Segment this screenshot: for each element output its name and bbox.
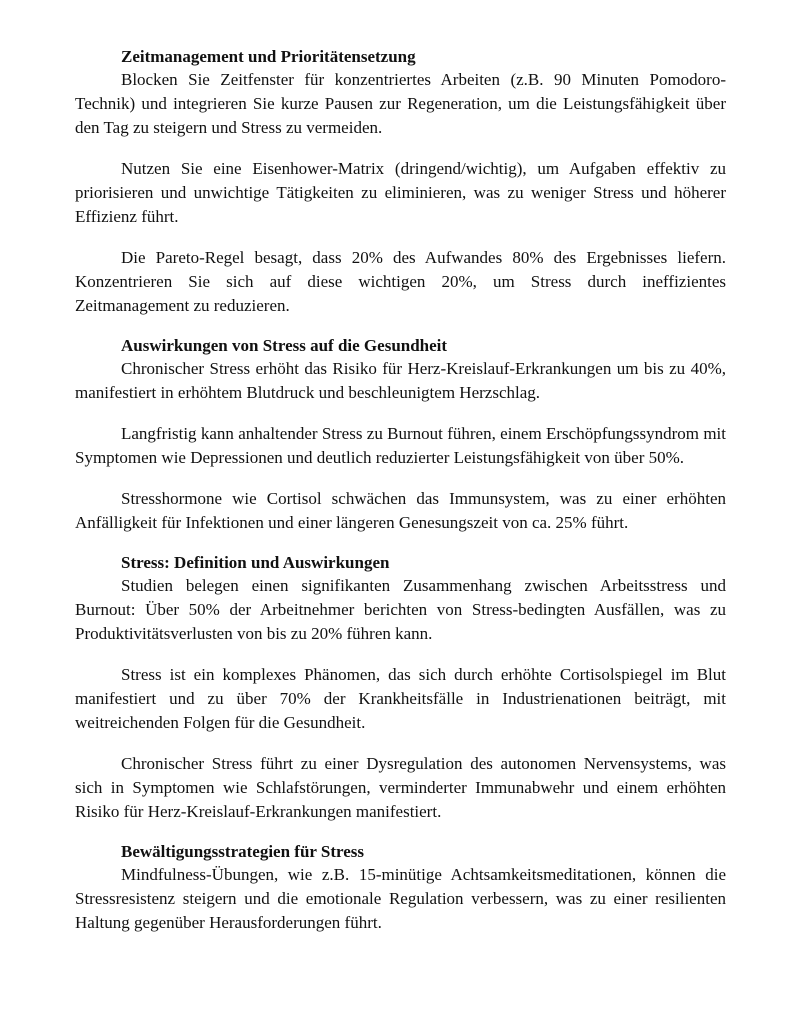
- paragraph: Nutzen Sie eine Eisenhower-Matrix (dringend/wichtig), um Aufgaben effektiv zu priorisieren und unwichtige Tätigkeiten zu eliminieren, was zu weniger Stress und höherer Effizienz führt.: [75, 159, 726, 226]
- section-heading: Stress: Definition und Auswirkungen: [121, 553, 390, 572]
- paragraph: Stress ist ein komplexes Phänomen, das sich durch erhöhte Cortisolspiegel im Blut manifestiert und zu über 70% der Krankheitsfälle in Industrienationen beiträgt, mit weitreichenden Folgen für die Gesundheit.: [75, 665, 726, 732]
- paragraph: Chronischer Stress erhöht das Risiko für Herz-Kreislauf-Erkrankungen um bis zu 40%, manifestiert in erhöhtem Blutdruck und beschleunigtem Herzschlag.: [75, 359, 726, 402]
- section-stress-definition: [75, 552, 726, 824]
- paragraph: Die Pareto-Regel besagt, dass 20% des Aufwandes 80% des Ergebnisses liefern. Konzentrieren Sie sich auf diese wichtigen 20%, um Stress durch ineffizientes Zeitmanagement zu reduzieren.: [75, 248, 726, 315]
- paragraph: Stresshormone wie Cortisol schwächen das Immunsystem, was zu einer erhöhten Anfälligkeit für Infektionen und einer längeren Genesungszeit von ca. 25% führt.: [75, 489, 726, 532]
- paragraph: Chronischer Stress führt zu einer Dysregulation des autonomen Nervensystems, was sich in Symptomen wie Schlafstörungen, verminderter Immunabwehr und einem erhöhten Risiko für Herz-Kreislauf-Erkrankungen manifestiert.: [75, 754, 726, 821]
- paragraph: Studien belegen einen signifikanten Zusammenhang zwischen Arbeitsstress und Burnout: Über 50% der Arbeitnehmer berichten von Stress-bedingten Ausfällen, was zu Produktivitätsverlusten von bis zu 20% führen kann.: [75, 576, 726, 643]
- section-coping-strategies: [75, 841, 726, 935]
- document-page: [75, 46, 726, 952]
- paragraph: Mindfulness-Übungen, wie z.B. 15-minütige Achtsamkeitsmeditationen, können die Stressresistenz steigern und die emotionale Regulation verbessern, was zu einer resilienten Haltung gegenüber Herausforderungen führt.: [75, 865, 726, 932]
- section-heading: Bewältigungsstrategien für Stress: [121, 842, 365, 861]
- section-time-management: [75, 46, 726, 318]
- section-heading: Zeitmanagement und Prioritätensetzung: [121, 47, 416, 66]
- paragraph: Blocken Sie Zeitfenster für konzentriertes Arbeiten (z.B. 90 Minuten Pomodoro-Technik) und integrieren Sie kurze Pausen zur Regeneration, um die Leistungsfähigkeit über den Tag zu steigern und Stress zu vermeiden.: [75, 70, 726, 137]
- section-health-effects: [75, 335, 726, 535]
- section-heading: Auswirkungen von Stress auf die Gesundheit: [121, 336, 448, 355]
- paragraph: Langfristig kann anhaltender Stress zu Burnout führen, einem Erschöpfungssyndrom mit Symptomen wie Depressionen und deutlich reduzierter Leistungsfähigkeit von über 50%.: [75, 424, 726, 467]
